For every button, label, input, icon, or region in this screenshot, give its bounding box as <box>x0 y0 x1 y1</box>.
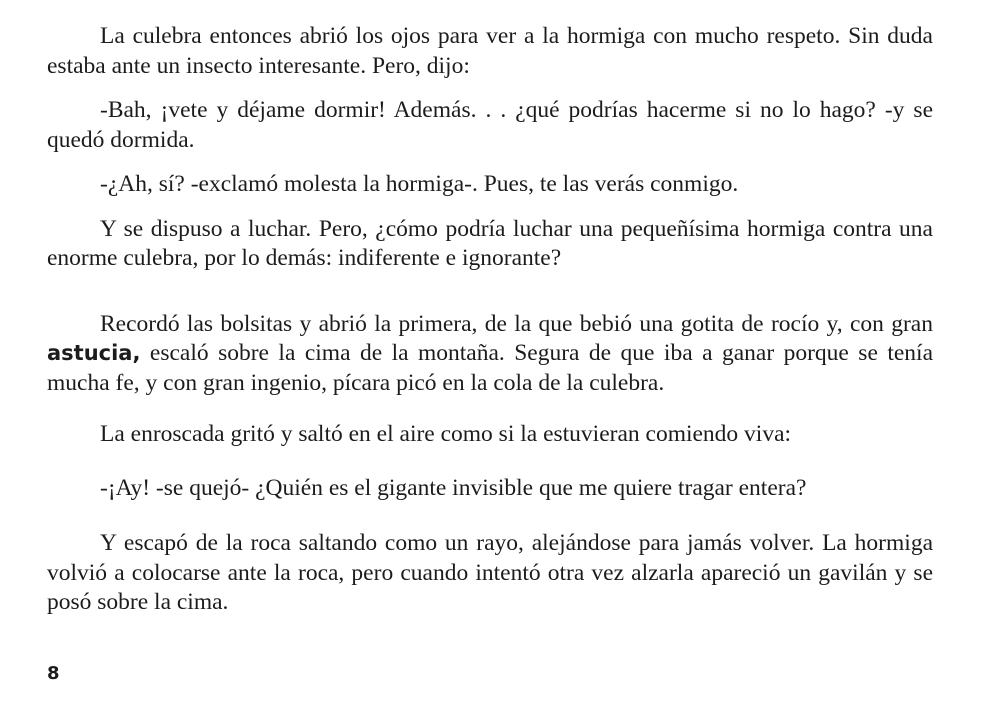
paragraph-7: -¡Ay! -se quejó- ¿Quién es el gigante invisible que me quiere tragar entera? <box>100 474 807 501</box>
bold-word-astucia: astucia, <box>47 341 141 365</box>
paragraph-6: La enroscada gritó y saltó en el aire como si la estuvieran comiendo viva: <box>100 421 792 447</box>
paragraph-3: -¿Ah, sí? -exclamó molesta la hormiga-. Pues, te las verás conmigo. <box>100 171 739 197</box>
paragraph-8: Y escapó de la roca saltando como un rayo, alejándose para jamás volver. La hormiga volvió a colocarse ante la roca, pero cuando intentó otra vez alzarla apareció un gavilán y se posó sobre la cima. <box>47 530 933 615</box>
paragraph-5-text-before: Recordó las bolsitas y abrió la primera, de la que bebió una gotita de rocío y, con gran <box>100 310 933 337</box>
paragraph-4: Y se dispuso a luchar. Pero, ¿cómo podría luchar una pequeñísima hormiga contra una enorme culebra, por lo demás: indiferente e ignorante? <box>47 215 933 271</box>
story-text <box>47 22 933 618</box>
paragraph-2: -Bah, ¡vete y déjame dormir! Además. . . ¿qué podrías hacerme si no lo hago? -y se quedó dormida. <box>47 97 933 153</box>
page-number: 8 <box>47 663 60 684</box>
paragraph-5-text-after: escaló sobre la cima de la montaña. Segura de que iba a ganar porque se tenía mucha fe, y con gran ingenio, pícara picó en la cola de la culebra. <box>47 340 933 396</box>
paragraph-1: La culebra entonces abrió los ojos para ver a la hormiga con mucho respeto. Sin duda estaba ante un insecto interesante. Pero, dijo: <box>47 23 933 79</box>
paragraph-5 <box>47 310 933 399</box>
